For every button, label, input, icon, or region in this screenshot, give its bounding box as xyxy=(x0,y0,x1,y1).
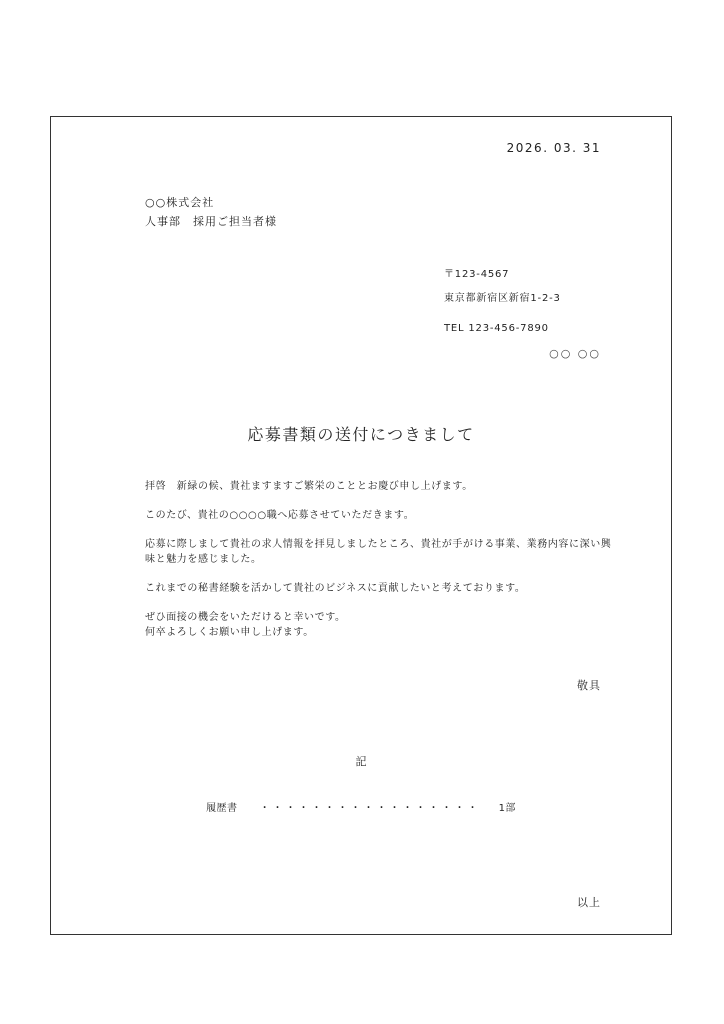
body-paragraph-request: ぜひ面接の機会をいただけると幸いです。 何卒よろしくお願い申し上げます。 xyxy=(145,612,346,638)
closing-keigu: 敬具 xyxy=(577,679,601,692)
enclosure-leader: ・・・・・・・・・・・・・・・・・ xyxy=(259,803,481,814)
letter-date: 2026. 03. 31 xyxy=(506,141,601,155)
ki-heading: 記 xyxy=(355,755,367,768)
closing-ijou: 以上 xyxy=(577,896,601,909)
enclosure-line xyxy=(51,799,671,814)
body-paragraph-experience: これまでの秘書経験を活かして貴社のビジネスに貢献したいと考えております。 xyxy=(145,583,526,594)
body-paragraph-greeting: 拝啓 新緑の候、貴社ますますご繁栄のこととお慶び申し上げます。 xyxy=(145,481,473,492)
recipient-block xyxy=(145,193,277,231)
body-paragraph-application: このたび、貴社の○○○○職へ応募させていただきます。 xyxy=(145,510,415,521)
body-paragraph-motivation: 応募に際しまして貴社の求人情報を拝見しましたところ、貴社が手がける事業、業務内容に深い興味と魅力を感じました。 xyxy=(145,539,612,565)
recipient-company: ○○株式会社 xyxy=(145,196,215,209)
sender-name: ○○ ○○ xyxy=(549,347,601,360)
enclosure-count: 1部 xyxy=(498,803,516,814)
letter-body xyxy=(145,479,615,654)
sender-tel: TEL 123-456-7890 xyxy=(444,323,549,334)
sender-address: 東京都新宿区新宿1-2-3 xyxy=(444,293,561,304)
enclosure-item: 履歴書 xyxy=(206,803,238,814)
letter-subject: 応募書類の送付につきまして xyxy=(247,425,475,444)
letter-page xyxy=(50,116,672,935)
sender-postal: 〒123-4567 xyxy=(444,269,510,280)
recipient-department: 人事部 採用ご担当者様 xyxy=(145,215,277,228)
